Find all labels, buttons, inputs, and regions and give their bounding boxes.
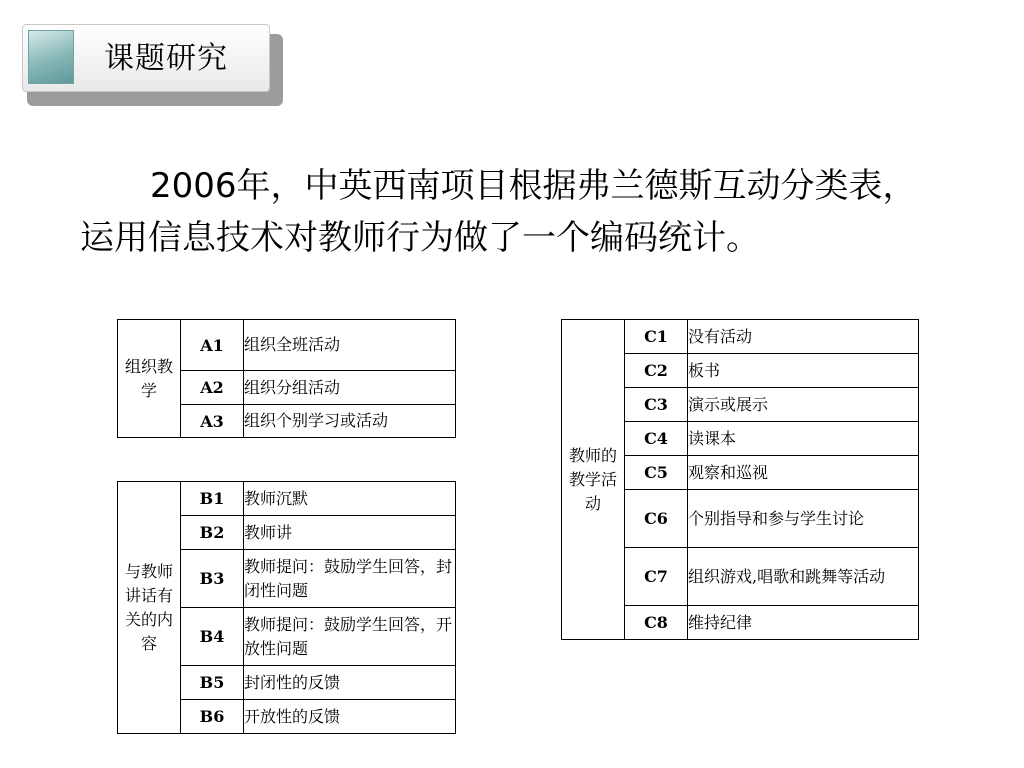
code-cell: A1 bbox=[181, 320, 244, 371]
code-cell: C1 bbox=[625, 320, 688, 354]
code-cell: B1 bbox=[181, 482, 244, 516]
code-cell: B6 bbox=[181, 700, 244, 734]
desc-cell: 组织个别学习或活动 bbox=[244, 405, 456, 438]
desc-cell: 观察和巡视 bbox=[688, 456, 919, 490]
desc-cell: 开放性的反馈 bbox=[244, 700, 456, 734]
code-cell: A2 bbox=[181, 371, 244, 405]
code-cell: A3 bbox=[181, 405, 244, 438]
desc-cell: 教师提问：鼓励学生回答，封闭性问题 bbox=[244, 550, 456, 608]
desc-cell: 教师提问：鼓励学生回答，开放性问题 bbox=[244, 608, 456, 666]
table-row bbox=[562, 320, 919, 354]
table-row bbox=[118, 320, 456, 371]
desc-cell: 教师沉默 bbox=[244, 482, 456, 516]
code-cell: C3 bbox=[625, 388, 688, 422]
group-label: 与教师讲话有关的内容 bbox=[118, 482, 181, 734]
group-label: 教师的教学活动 bbox=[562, 320, 625, 640]
intro-paragraph: 2006年，中英西南项目根据弗兰德斯互动分类表，运用信息技术对教师行为做了一个编码统计。 bbox=[80, 166, 917, 258]
desc-cell: 板书 bbox=[688, 354, 919, 388]
code-cell: B2 bbox=[181, 516, 244, 550]
desc-cell: 没有活动 bbox=[688, 320, 919, 354]
code-cell: B3 bbox=[181, 550, 244, 608]
code-cell: C4 bbox=[625, 422, 688, 456]
table-teacher-activities bbox=[561, 319, 919, 640]
desc-cell: 组织分组活动 bbox=[244, 371, 456, 405]
page-title: 课题研究 bbox=[104, 41, 228, 76]
desc-cell: 教师讲 bbox=[244, 516, 456, 550]
title-accent-square bbox=[28, 30, 74, 84]
code-cell: B4 bbox=[181, 608, 244, 666]
code-cell: C2 bbox=[625, 354, 688, 388]
desc-cell: 读课本 bbox=[688, 422, 919, 456]
group-label: 组织教学 bbox=[118, 320, 181, 438]
code-cell: C5 bbox=[625, 456, 688, 490]
table-row bbox=[118, 482, 456, 516]
code-cell: C6 bbox=[625, 490, 688, 548]
desc-cell: 组织全班活动 bbox=[244, 320, 456, 371]
desc-cell: 维持纪律 bbox=[688, 606, 919, 640]
desc-cell: 组织游戏,唱歌和跳舞等活动 bbox=[688, 548, 919, 606]
code-cell: B5 bbox=[181, 666, 244, 700]
table-teacher-talk bbox=[117, 481, 456, 734]
code-cell: C8 bbox=[625, 606, 688, 640]
desc-cell: 个别指导和参与学生讨论 bbox=[688, 490, 919, 548]
code-cell: C7 bbox=[625, 548, 688, 606]
desc-cell: 封闭性的反馈 bbox=[244, 666, 456, 700]
table-organize-teaching bbox=[117, 319, 456, 438]
desc-cell: 演示或展示 bbox=[688, 388, 919, 422]
